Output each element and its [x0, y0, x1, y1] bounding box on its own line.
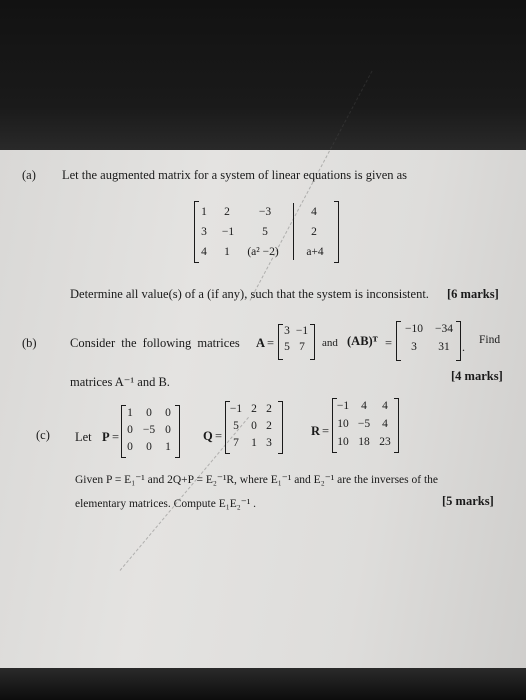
matrix-cell: 5	[233, 420, 239, 432]
matrix-cell: 4	[311, 206, 317, 218]
period: .	[462, 340, 465, 354]
matrix-cell: 3	[284, 325, 290, 337]
part-a-marks: [6 marks]	[447, 287, 499, 301]
matrix-cell: 18	[358, 436, 370, 448]
matrix-r-name: R	[311, 424, 321, 438]
matrix-cell: 3	[411, 341, 417, 353]
matrix-cell: 0	[165, 424, 171, 436]
matrix-cell: 4	[361, 400, 367, 412]
equals-sign: =	[112, 430, 120, 444]
matrix-cell: 0	[127, 424, 133, 436]
matrix-cell: 0	[165, 407, 171, 419]
matrix-cell: 23	[379, 436, 391, 448]
matrix-cell: a+4	[306, 246, 324, 258]
matrix-cell: 1	[165, 441, 171, 453]
part-c-given: Given P = E₁⁻¹ and 2Q+P = E₂⁻¹R, where E₁⁻¹ and E₂⁻¹ are the inverses of the	[75, 474, 439, 486]
matrix-a-name: A	[256, 336, 266, 350]
equals-sign: =	[385, 336, 393, 350]
equals-sign: =	[215, 429, 223, 443]
matrix-cell: 0	[146, 441, 152, 453]
matrix-cell: 4	[382, 400, 388, 412]
matrix-cell: −1	[229, 403, 243, 415]
matrix-cell: 4	[201, 246, 207, 258]
matrix-cell: −3	[258, 206, 272, 218]
part-b-label: (b)	[22, 336, 37, 350]
matrix-cell: 5	[262, 226, 268, 238]
part-b-intro: Consider the following matrices	[70, 336, 240, 350]
matrix-cell: 1	[127, 407, 133, 419]
matrix-cell: 2	[251, 403, 257, 415]
part-c-marks: [5 marks]	[442, 494, 494, 508]
matrix-cell: 0	[251, 420, 257, 432]
matrix-cell: 0	[127, 441, 133, 453]
equals-sign: =	[267, 336, 275, 350]
matrix-cell: 10	[337, 436, 349, 448]
matrix-cell: 1	[201, 206, 207, 218]
part-c-label: (c)	[36, 428, 50, 442]
matrix-cell: 1	[224, 246, 230, 258]
matrix-cell: 0	[146, 407, 152, 419]
matrix-cell: 2	[266, 403, 272, 415]
matrix-cell: 7	[299, 341, 305, 353]
matrix-cell: 4	[382, 418, 388, 430]
matrix-cell: 3	[201, 226, 207, 238]
equals-sign: =	[322, 424, 330, 438]
matrix-cell: 2	[224, 206, 230, 218]
matrix-cell: 2	[266, 420, 272, 432]
matrix-cell: 10	[337, 418, 349, 430]
matrix-cell: −1	[336, 400, 350, 412]
matrix-p-name: P	[102, 430, 110, 444]
matrix-cell: 2	[311, 226, 317, 238]
part-b-marks: [4 marks]	[451, 369, 503, 383]
matrix-cell: 5	[284, 341, 290, 353]
ab-transpose-name: (AB)ᵀ	[347, 334, 378, 348]
matrix-cell: −5	[357, 418, 371, 430]
matrix-cell: −1	[221, 226, 235, 238]
matrix-q-name: Q	[203, 429, 213, 443]
matrix-cell: −34	[435, 323, 453, 335]
matrix-cell: 1	[251, 437, 257, 449]
part-a-question: Determine all value(s) of a (if any), such that the system is inconsistent.	[70, 287, 429, 301]
part-b-line2: matrices A⁻¹ and B.	[70, 375, 170, 389]
background-dark-bottom	[0, 668, 526, 700]
find-text: Find	[479, 334, 501, 346]
matrix-cell: −10	[405, 323, 423, 335]
matrix-cell: 31	[438, 341, 450, 353]
matrix-cell: (a² −2)	[247, 246, 279, 258]
part-a-intro: Let the augmented matrix for a system of linear equations is given as	[62, 168, 408, 182]
part-c-line2: elementary matrices. Compute E₁E₂⁻¹ .	[75, 498, 257, 510]
matrix-cell: 3	[266, 437, 272, 449]
and-text: and	[322, 337, 338, 349]
part-a-label: (a)	[22, 168, 36, 182]
matrix-cell: −5	[142, 424, 156, 436]
let-text: Let	[75, 430, 92, 444]
matrix-cell: 7	[233, 437, 239, 449]
matrix-cell: −1	[295, 325, 309, 337]
background-dark-top	[0, 0, 526, 152]
